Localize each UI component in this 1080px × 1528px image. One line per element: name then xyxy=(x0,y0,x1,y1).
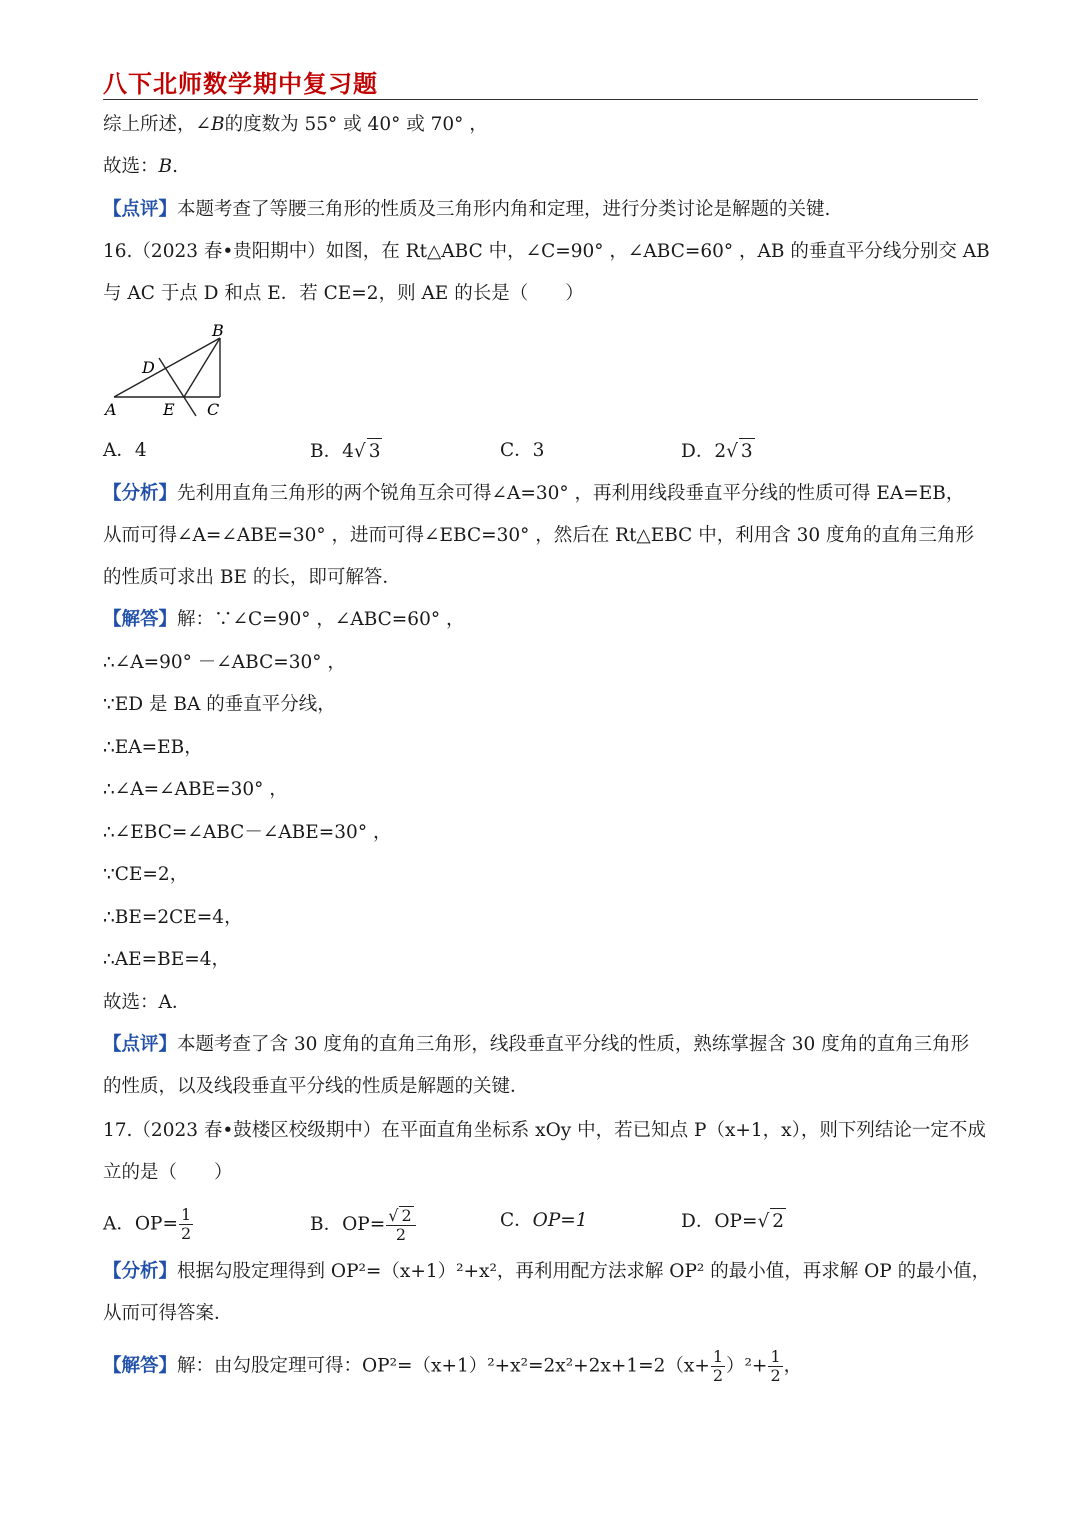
q15-summary-pre: 综上所述，∠ xyxy=(103,114,212,135)
q17-option-b-num: √ 2 xyxy=(386,1206,415,1226)
q15-summary-line xyxy=(103,112,488,138)
q17-analysis-tag: 【分析】 xyxy=(103,1261,178,1282)
solution-step: ∴EA=EB， xyxy=(103,737,203,758)
q16-comment-line-2: 的性质，以及线段垂直平分线的性质是解题的关键． xyxy=(103,1076,529,1097)
q15-choice-val: B xyxy=(158,156,173,177)
q16-option-c xyxy=(500,438,544,464)
q16-comment-line-1 xyxy=(103,1032,969,1058)
q17-option-a-den: 2 xyxy=(181,1224,192,1243)
q16-option-b: B．4√ 3 xyxy=(310,438,382,465)
solution-step: ∴∠EBC=∠ABC－∠ABE=30° ， xyxy=(103,822,392,843)
q16-solution-tag: 【解答】 xyxy=(103,609,178,630)
solution-step: ∵CE=2， xyxy=(103,864,189,885)
q17-option-b-label: B． xyxy=(310,1214,343,1235)
q16-option-a-label: A． xyxy=(103,440,135,461)
label-b: B xyxy=(212,321,224,340)
q17-option-d-radicand: 2 xyxy=(770,1208,786,1235)
solution-step: ∴BE=2CE=4， xyxy=(103,907,243,928)
q16-option-b-label: B． xyxy=(310,441,343,462)
q17-analysis-line-2: 从而可得答案． xyxy=(103,1303,233,1324)
segment-be xyxy=(184,338,220,397)
q16-option-d-coef: 2 xyxy=(714,441,727,462)
q17-option-c-label: C． xyxy=(500,1210,533,1231)
q17-option-d-label: D． xyxy=(681,1211,715,1232)
q16-option-a-value: 4 xyxy=(134,440,147,461)
q16-option-c-value: 3 xyxy=(532,440,545,461)
q17-option-d-prefix: OP= xyxy=(714,1211,758,1232)
label-e: E xyxy=(163,400,175,419)
q16-option-d-radicand: 3 xyxy=(739,438,755,465)
label-c: C xyxy=(207,400,220,419)
q16-option-c-label: C． xyxy=(500,440,533,461)
label-d: D xyxy=(142,358,155,377)
q16-option-d-label: D． xyxy=(681,441,715,462)
q16-option-d: D．2√ 3 xyxy=(681,438,755,465)
q16-analysis-line-1 xyxy=(103,481,964,507)
q16-option-b-coef: 4 xyxy=(342,441,354,462)
q16-option-b-radicand: 3 xyxy=(367,438,383,465)
q17-option-b-prefix: OP= xyxy=(342,1214,386,1235)
q16-analysis-line-3: 的性质可求出 BE 的长，即可解答． xyxy=(103,567,401,588)
q15-choice-pre: 故选： xyxy=(103,156,159,177)
q15-summary-post: 的度数为 55° 或 40° 或 70° ， xyxy=(224,114,488,135)
q15-choice-post: . xyxy=(172,156,179,177)
q15-comment-line xyxy=(103,197,830,223)
q17-option-a-num: 1 xyxy=(181,1205,192,1224)
q16-stem-line-2: 与 AC 于点 D 和点 E．若 CE=2，则 AE 的长是（ ） xyxy=(103,283,584,304)
q16-stem-line-1: 16.（2023 春•贵阳期中）如图，在 Rt△ABC 中，∠C=90° ，∠ABC=60° ，AB 的垂直平分线分别交 AB xyxy=(103,241,990,262)
q17-option-b-radicand: 2 xyxy=(401,1206,412,1225)
q17-analysis-line-1 xyxy=(103,1259,990,1285)
header-divider xyxy=(103,99,978,100)
q17-option-b-fraction xyxy=(386,1206,415,1244)
q16-solution-first: 解：∵∠C=90° ，∠ABC=60° ， xyxy=(177,609,465,630)
q16-comment-tag: 【点评】 xyxy=(103,1034,178,1055)
solution-step: ∴∠A=∠ABE=30° ， xyxy=(103,779,288,800)
q17-analysis-text-1: 根据勾股定理得到 OP²=（x+1）²+x²，再利用配方法求解 OP² 的最小值，再求解 OP 的最小值， xyxy=(177,1261,991,1282)
q16-comment-text-1: 本题考查了含 30 度角的直角三角形，线段垂直平分线的性质，熟练掌握含 30 度角的直角三角形 xyxy=(177,1034,970,1055)
q17-option-c-value: OP=1 xyxy=(532,1210,588,1231)
q17-solution-frac-2 xyxy=(768,1348,782,1385)
q17-stem-line-1: 17.（2023 春•鼓楼区校级期中）在平面直角坐标系 xOy 中，若已知点 P（x+1，x），则下列结论一定不成 xyxy=(103,1120,986,1141)
q15-comment-text: 本题考查了等腰三角形的性质及三角形内角和定理，进行分类讨论是解题的关键. xyxy=(177,199,831,220)
segment-ab xyxy=(114,338,220,397)
q17-solution-frac-1-den: 2 xyxy=(712,1366,724,1385)
q17-stem-line-2: 立的是（ ） xyxy=(103,1162,233,1183)
page-header-title: 八下北师数学期中复习题 xyxy=(103,70,378,98)
q17-solution-line xyxy=(103,1348,802,1385)
q17-option-a-fraction xyxy=(179,1206,193,1243)
q17-solution-tag: 【解答】 xyxy=(103,1355,178,1377)
q17-option-a-label: A． xyxy=(103,1213,135,1235)
solution-step: ∵ED 是 BA 的垂直平分线， xyxy=(103,694,336,715)
q17-option-a xyxy=(103,1206,194,1243)
q15-summary-var: B xyxy=(211,114,225,135)
q17-solution-frac-1 xyxy=(711,1348,725,1385)
q17-option-a-prefix: OP= xyxy=(134,1213,178,1235)
q16-analysis-text-1: 先利用直角三角形的两个锐角互余可得∠A=30° ，再利用线段垂直平分线的性质可得 EA=EB， xyxy=(177,483,965,504)
q17-solution-post: ， xyxy=(783,1355,803,1377)
solution-step: ∴∠A=90° －∠ABC=30° ， xyxy=(103,652,346,673)
q16-analysis-tag: 【分析】 xyxy=(103,483,178,504)
q15-choice-line xyxy=(103,154,178,180)
q15-comment-tag: 【点评】 xyxy=(103,199,178,220)
label-a: A xyxy=(105,400,117,419)
q17-solution-frac-2-num: 1 xyxy=(770,1347,781,1366)
q17-option-c xyxy=(500,1208,588,1234)
q16-solution-line-1 xyxy=(103,607,464,633)
solution-step: ∴AE=BE=4， xyxy=(103,949,231,970)
q17-option-b-den: 2 xyxy=(395,1225,407,1244)
q17-solution-pre: 解：由勾股定理可得：OP²=（x+1）²+x²=2x²+2x+1=2（x+ xyxy=(177,1355,710,1377)
q16-analysis-line-2: 从而可得∠A=∠ABE=30° ，进而可得∠EBC=30° ，然后在 Rt△EBC 中，利用含 30 度角的直角三角形 xyxy=(103,525,975,546)
q16-option-a xyxy=(103,438,147,464)
q17-option-d: D．OP=√ 2 xyxy=(681,1208,786,1235)
q17-solution-frac-2-den: 2 xyxy=(770,1366,781,1385)
q16-choice-line: 故选：A． xyxy=(103,992,191,1013)
q16-triangle-figure xyxy=(100,320,240,425)
q17-option-b xyxy=(310,1206,417,1244)
q17-solution-frac-1-num: 1 xyxy=(712,1347,724,1366)
q17-solution-mid: ）²+ xyxy=(726,1355,768,1377)
